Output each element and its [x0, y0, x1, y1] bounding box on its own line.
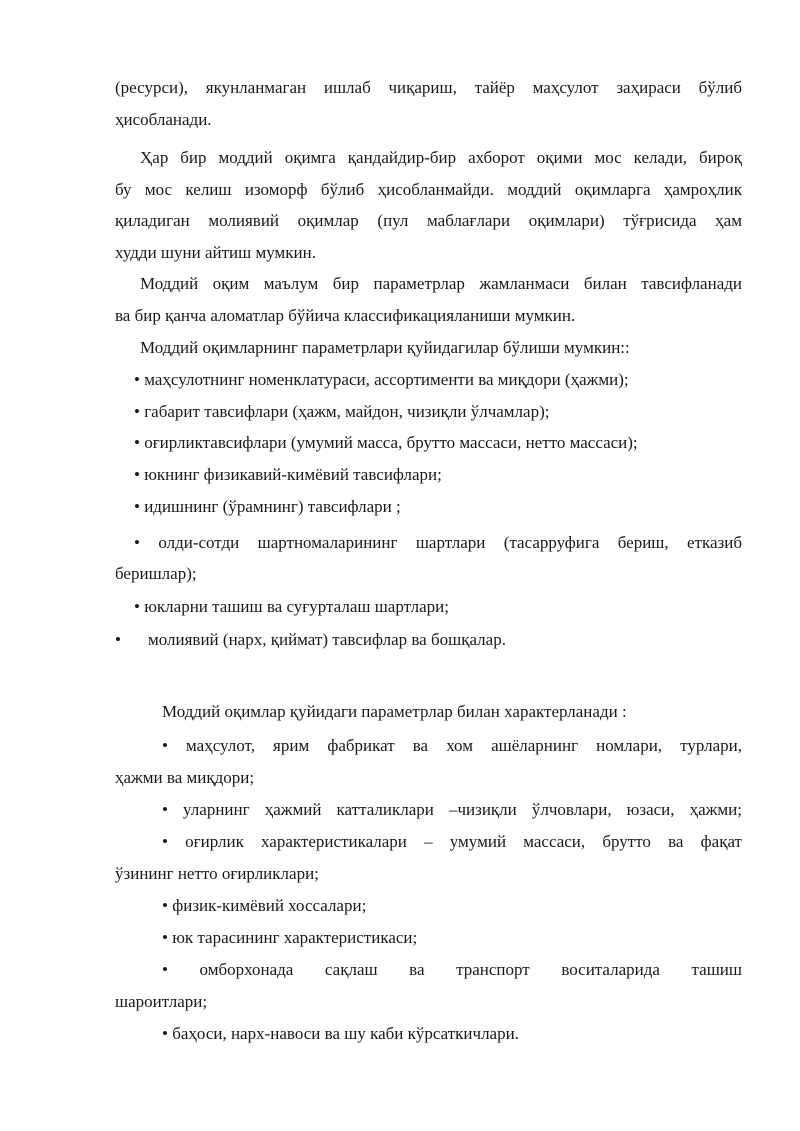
- bullet-line-7: • юкларни ташиш ва суғурталаш шартлари;: [134, 597, 449, 616]
- bullet-line-11: • оғирлик характеристикалари – умумий массаси, брутто ва фақат: [162, 832, 742, 851]
- bullet-line-3: • оғирликтавсифлари (умумий масса, брутто массаси, нетто массаси);: [134, 433, 638, 452]
- bullet-line-8: молиявий (нарх, қиймат) тавсифлар ва бошқалар.: [148, 630, 506, 649]
- text-line-3: Ҳар бир моддий оқимга қандайдир-бир ахборот оқими мос келади, бироқ: [140, 148, 742, 167]
- text-line-6: худди шуни айтиш мумкин.: [115, 243, 316, 262]
- bullet-line-9: • маҳсулот, ярим фабрикат ва хом ашёларнинг номлари, турлари,: [162, 736, 742, 755]
- text-line-12: ўзининг нетто оғирликлари;: [115, 864, 319, 883]
- bullet-line-15: • баҳоси, нарх-навоси ва шу каби кўрсаткичлари.: [162, 1024, 519, 1043]
- bullet-line-5: • идишнинг (ўрамнинг) тавсифлари ;: [134, 497, 401, 516]
- bullet-line-10: • уларнинг ҳажмий катталиклари –чизиқли ўлчовлари, юзаси, ҳажми;: [162, 800, 742, 819]
- bullet-line-6: • олди-сотди шартномаларининг шартлари (тасарруфига бериш, етказиб: [134, 533, 742, 552]
- bullet-line-13: • юк тарасининг характеристикаси;: [162, 928, 418, 947]
- text-line-2: ҳисобланади.: [115, 110, 212, 129]
- bullet-line-14: • омборхонада сақлаш ва транспорт воситаларида ташиш: [162, 960, 742, 979]
- section-heading: Моддий оқимлар қуйидаги параметрлар билан характерланади :: [162, 702, 627, 721]
- text-line-10: беришлар);: [115, 564, 197, 583]
- text-line-9: Моддий оқимларнинг параметрлари қуйидагилар бўлиши мумкин::: [140, 338, 630, 357]
- text-line-13: шароитлари;: [115, 992, 208, 1011]
- text-line-1: (ресурси), якунланмаган ишлаб чиқариш, тайёр маҳсулот заҳираси бўлиб: [115, 78, 742, 97]
- text-line-8: ва бир қанча аломатлар бўйича классификацияланиши мумкин.: [115, 306, 576, 325]
- text-line-7: Моддий оқим маълум бир параметрлар жамланмаси билан тавсифланади: [140, 274, 742, 293]
- bullet-line-4: • юкнинг физикавий-кимёвий тавсифлари;: [134, 465, 442, 484]
- text-line-4: бу мос келиш изоморф бўлиб ҳисобланмайди. моддий оқимларга ҳамроҳлик: [115, 180, 742, 199]
- bullet-line-12: • физик-кимёвий хоссалари;: [162, 896, 367, 915]
- bullet-marker: •: [115, 630, 121, 649]
- bullet-line-1: • маҳсулотнинг номенклатураси, ассортименти ва миқдори (ҳажми);: [134, 370, 629, 389]
- text-line-11: ҳажми ва миқдори;: [115, 768, 255, 787]
- text-line-5: қиладиган молиявий оқимлар (пул маблағлари оқимлари) тўғрисида ҳам: [115, 211, 742, 230]
- bullet-line-2: • габарит тавсифлари (ҳажм, майдон, чизиқли ўлчамлар);: [134, 402, 550, 421]
